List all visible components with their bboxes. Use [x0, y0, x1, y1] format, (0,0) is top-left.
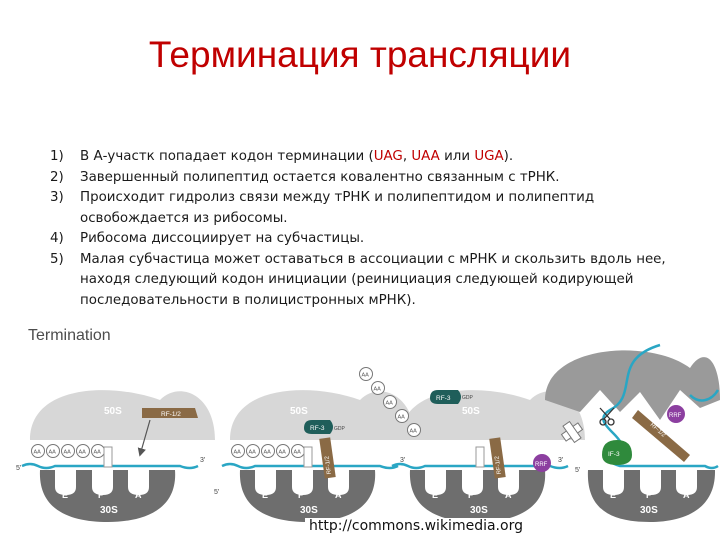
large-subunit-label: 50S — [290, 406, 308, 417]
step-text: Завершенный полипептид остается ковалентно связанным с тРНК. — [80, 169, 560, 185]
step-text: Малая субчастица может оставаться в ассоциации с мРНК и скользить вдоль нее, находя следующий кодон инициации (реинициация следующей кодирующей последовательности в полицистронных мРНК). — [80, 251, 666, 308]
site-e-label: E — [62, 490, 69, 500]
site-a-label: A — [335, 490, 342, 500]
rrf-label: RRF — [669, 413, 682, 419]
large-subunit-label: 50S — [462, 406, 480, 417]
gdp-label: GDP — [334, 426, 345, 432]
svg-text:AA: AA — [63, 449, 71, 456]
svg-text:AA: AA — [33, 449, 41, 456]
svg-text:AA: AA — [293, 449, 301, 456]
separator: , — [402, 149, 412, 164]
svg-text:AA: AA — [233, 449, 241, 456]
three-prime-label: 3' — [558, 457, 564, 464]
small-subunit-label: 30S — [470, 505, 488, 516]
list-item — [50, 229, 675, 250]
list-item — [50, 188, 675, 229]
svg-text:AA: AA — [385, 400, 393, 407]
three-prime-label: 3' — [400, 457, 406, 464]
step-text-part: В А-участк попадает кодон терминации ( — [80, 149, 374, 164]
step-text: Происходит гидролиз связи между тРНК и полипептидом и полипептид освобождается из рибосомы. — [80, 190, 595, 226]
termination-steps-list — [50, 147, 675, 311]
codon-uga: UGA — [474, 149, 504, 164]
site-e-label: E — [610, 490, 617, 500]
gdp-label: GDP — [462, 395, 473, 401]
codon-uaa: UAA — [411, 149, 440, 164]
svg-text:AA: AA — [78, 449, 86, 456]
svg-text:AA: AA — [397, 414, 405, 421]
step-number: 1) — [50, 149, 64, 164]
large-subunit-label: 50S — [104, 406, 122, 417]
panel-1 — [16, 390, 215, 522]
site-a-label: A — [505, 490, 512, 500]
step-text — [80, 147, 675, 168]
separator: или — [439, 149, 475, 164]
svg-text:AA: AA — [263, 449, 271, 456]
site-a-label: A — [135, 490, 142, 500]
rf3-label: RF-3 — [310, 425, 325, 432]
list-item — [50, 168, 675, 189]
rf12-label: RF-1/2 — [324, 455, 333, 475]
site-p-label: P — [298, 490, 305, 500]
five-prime-label: 5' — [214, 489, 220, 496]
svg-text:AA: AA — [248, 449, 256, 456]
svg-text:AA: AA — [278, 449, 286, 456]
svg-text:AA: AA — [361, 372, 369, 379]
site-e-label: E — [262, 490, 269, 500]
site-p-label: P — [98, 490, 105, 500]
if3-label: IF-3 — [608, 451, 620, 458]
five-prime-label: 5' — [16, 465, 22, 472]
rf12-label: RF-1/2 — [648, 422, 667, 439]
rf12-label: RF-1/2 — [494, 455, 503, 475]
termination-diagram — [0, 340, 720, 530]
trna — [104, 447, 112, 467]
figure-label: Termination — [28, 327, 111, 344]
source-credit: http://commons.wikimedia.org — [305, 518, 527, 534]
small-subunit-label: 30S — [100, 505, 118, 516]
codon-uag: UAG — [373, 149, 403, 164]
site-e-label: E — [432, 490, 439, 500]
svg-text:AA: AA — [48, 449, 56, 456]
small-subunit-label: 30S — [300, 505, 318, 516]
step-number: 5) — [50, 251, 64, 267]
step-number: 3) — [50, 190, 64, 205]
panel-4 — [545, 345, 720, 522]
trna — [304, 447, 312, 467]
three-prime-label: 3' — [200, 457, 206, 464]
slide-title: Терминация трансляции — [148, 34, 572, 75]
large-subunit-label: 50S — [666, 348, 684, 359]
list-item — [50, 250, 675, 312]
svg-text:AA: AA — [373, 386, 381, 393]
list-item — [50, 147, 675, 168]
step-text-part: ). — [503, 149, 514, 164]
step-text: Рибосома диссоциирует на субчастицы. — [80, 231, 365, 246]
trna — [476, 447, 484, 467]
polypeptide-chain — [232, 445, 305, 458]
panel-2 — [214, 390, 415, 522]
site-a-label: A — [683, 490, 690, 500]
step-number: 2) — [50, 169, 64, 185]
small-subunit-label: 30S — [640, 505, 658, 516]
rf12-label: RF-1/2 — [161, 411, 181, 418]
five-prime-label: 5' — [575, 467, 581, 474]
site-p-label: P — [468, 490, 475, 500]
rf3-label: RF-3 — [436, 395, 451, 402]
step-number: 4) — [50, 231, 64, 246]
rrf-label: RRF — [535, 462, 548, 468]
site-p-label: P — [646, 490, 653, 500]
svg-text:AA: AA — [93, 449, 101, 456]
polypeptide-chain — [32, 445, 105, 458]
svg-text:AA: AA — [409, 428, 417, 435]
